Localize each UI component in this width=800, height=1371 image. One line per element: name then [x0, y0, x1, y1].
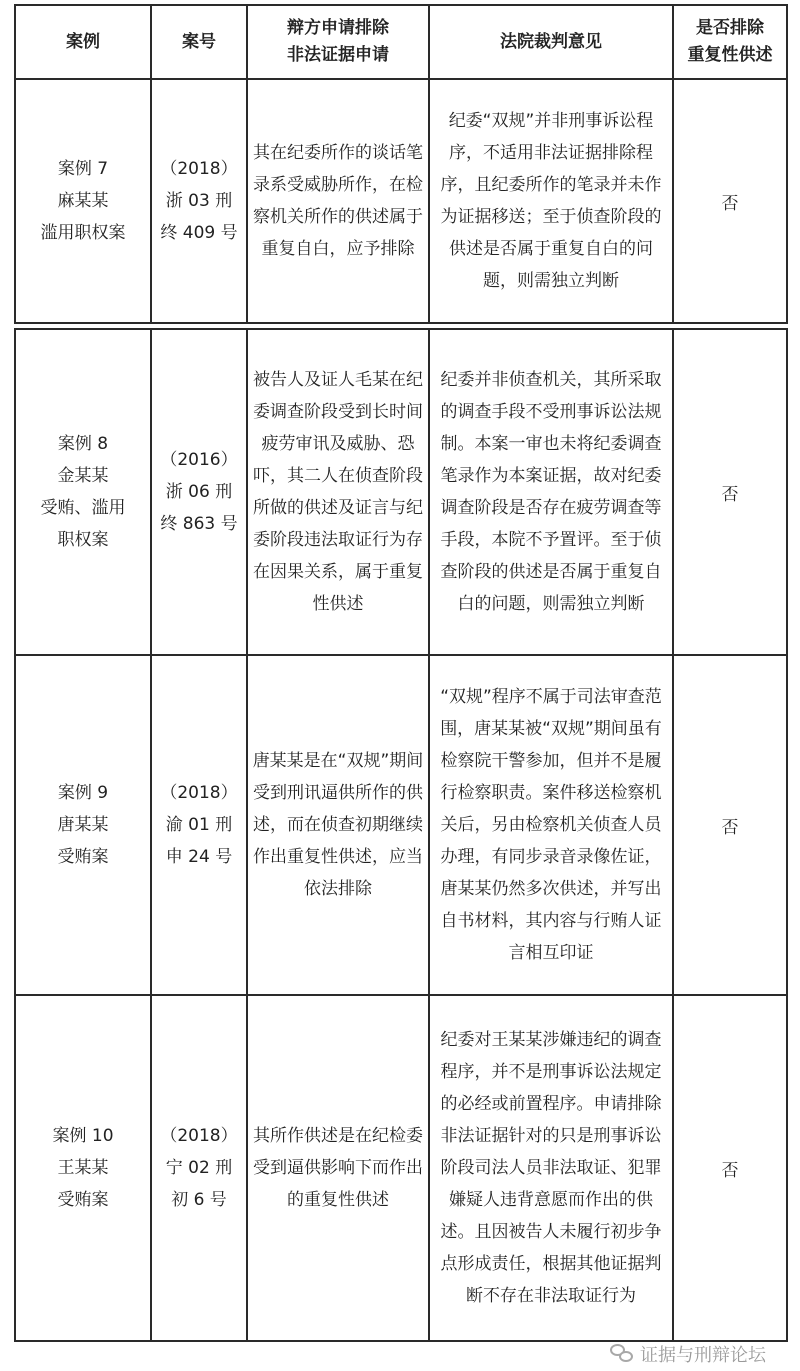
case-label: 案例 9	[57, 783, 109, 803]
table-header-row	[15, 5, 787, 79]
case-number-serial: 终 409 号	[160, 223, 238, 243]
table-row	[15, 995, 787, 1341]
case-name-cell	[15, 79, 151, 323]
defendant-name: 金某某	[57, 466, 109, 486]
table-row	[15, 329, 787, 655]
header-court-opinion: 法院裁判意见	[429, 5, 673, 79]
case-number-cell	[151, 79, 247, 323]
defendant-name: 麻某某	[57, 191, 109, 211]
watermark-text: 证据与刑辩论坛	[640, 1345, 766, 1366]
header-defense-application-line2: 非法证据申请	[287, 45, 389, 65]
case-name-cell	[15, 655, 151, 995]
case-number-year: （2018）	[160, 159, 238, 179]
case-label: 案例 8	[57, 434, 109, 454]
case-name-cell	[15, 329, 151, 655]
exclusion-result-cell: 否	[673, 995, 787, 1341]
header-defense-application-line1: 辩方申请排除	[287, 18, 389, 38]
case-label: 案例 10	[52, 1126, 114, 1146]
case-number-cell	[151, 329, 247, 655]
header-case: 案例	[15, 5, 151, 79]
header-defense-application	[247, 5, 429, 79]
case-number-court: 浙 06 刑	[165, 482, 233, 502]
case-number-serial: 初 6 号	[171, 1190, 227, 1210]
case-number-year: （2018）	[160, 783, 238, 803]
exclusion-result-cell: 否	[673, 655, 787, 995]
case-number-cell	[151, 655, 247, 995]
defense-application-cell: 其在纪委所作的谈话笔录系受威胁所作，在检察机关所作的供述属于重复自白，应予排除	[247, 79, 429, 323]
case-number-year: （2018）	[160, 1126, 238, 1146]
wechat-icon	[610, 1344, 634, 1364]
defendant-name: 王某某	[57, 1158, 109, 1178]
case-number-court: 宁 02 刑	[165, 1158, 233, 1178]
case-number-serial: 申 24 号	[165, 847, 233, 867]
case-comparison-table	[14, 4, 788, 1342]
court-opinion-cell: 纪委并非侦查机关，其所采取的调查手段不受刑事诉讼法规制。本案一审也未将纪委调查笔录作为本案证据，故对纪委调查阶段是否存在疲劳调查等手段，本院不予置评。至于侦查阶段的供述是否属于重复自白的问题，则需独立判断	[429, 329, 673, 655]
header-exclusion-line1: 是否排除	[696, 18, 764, 38]
charge-name-cont: 职权案	[57, 530, 109, 550]
exclusion-result-cell: 否	[673, 329, 787, 655]
table-row	[15, 79, 787, 323]
case-number-serial: 终 863 号	[160, 514, 238, 534]
court-opinion-cell: 纪委“双规”并非刑事诉讼程序，不适用非法证据排除程序，且纪委所作的笔录并未作为证据移送；至于侦查阶段的供述是否属于重复自白的问题，则需独立判断	[429, 79, 673, 323]
charge-name: 受贿案	[57, 847, 109, 867]
charge-name: 滥用职权案	[40, 223, 126, 243]
header-exclusion-line2: 重复性供述	[687, 45, 773, 65]
defense-application-cell: 唐某某是在“双规”期间受到刑讯逼供所作的供述，而在侦查初期继续作出重复性供述，应当依法排除	[247, 655, 429, 995]
table-row	[15, 655, 787, 995]
header-case-no: 案号	[151, 5, 247, 79]
source-watermark	[610, 1341, 766, 1367]
charge-name: 受贿、滥用	[40, 498, 126, 518]
case-table-document	[14, 4, 786, 1342]
case-number-cell	[151, 995, 247, 1341]
court-opinion-cell: “双规”程序不属于司法审查范围，唐某某被“双规”期间虽有检察院干警参加，但并不是履行检察职责。案件移送检察机关后，另由检察机关侦查人员办理，有同步录音录像佐证，唐某某仍然多次供述，并写出自书材料，其内容与行贿人证言相互印证	[429, 655, 673, 995]
court-opinion-cell: 纪委对王某某涉嫌违纪的调查程序，并不是刑事诉讼法规定的必经或前置程序。申请排除非法证据针对的只是刑事诉讼阶段司法人员非法取证、犯罪嫌疑人违背意愿而作出的供述。且因被告人未履行初步争点形成责任，根据其他证据判断不存在非法取证行为	[429, 995, 673, 1341]
defense-application-cell: 被告人及证人毛某在纪委调查阶段受到长时间疲劳审讯及威胁、恐吓，其二人在侦查阶段所做的供述及证言与纪委阶段违法取证行为存在因果关系，属于重复性供述	[247, 329, 429, 655]
case-name-cell	[15, 995, 151, 1341]
header-exclusion	[673, 5, 787, 79]
defendant-name: 唐某某	[57, 815, 109, 835]
defense-application-cell: 其所作供述是在纪检委受到逼供影响下而作出的重复性供述	[247, 995, 429, 1341]
exclusion-result-cell: 否	[673, 79, 787, 323]
case-number-court: 渝 01 刑	[165, 815, 233, 835]
charge-name: 受贿案	[57, 1190, 109, 1210]
case-label: 案例 7	[57, 159, 109, 179]
case-number-year: （2016）	[160, 450, 238, 470]
case-number-court: 浙 03 刑	[165, 191, 233, 211]
